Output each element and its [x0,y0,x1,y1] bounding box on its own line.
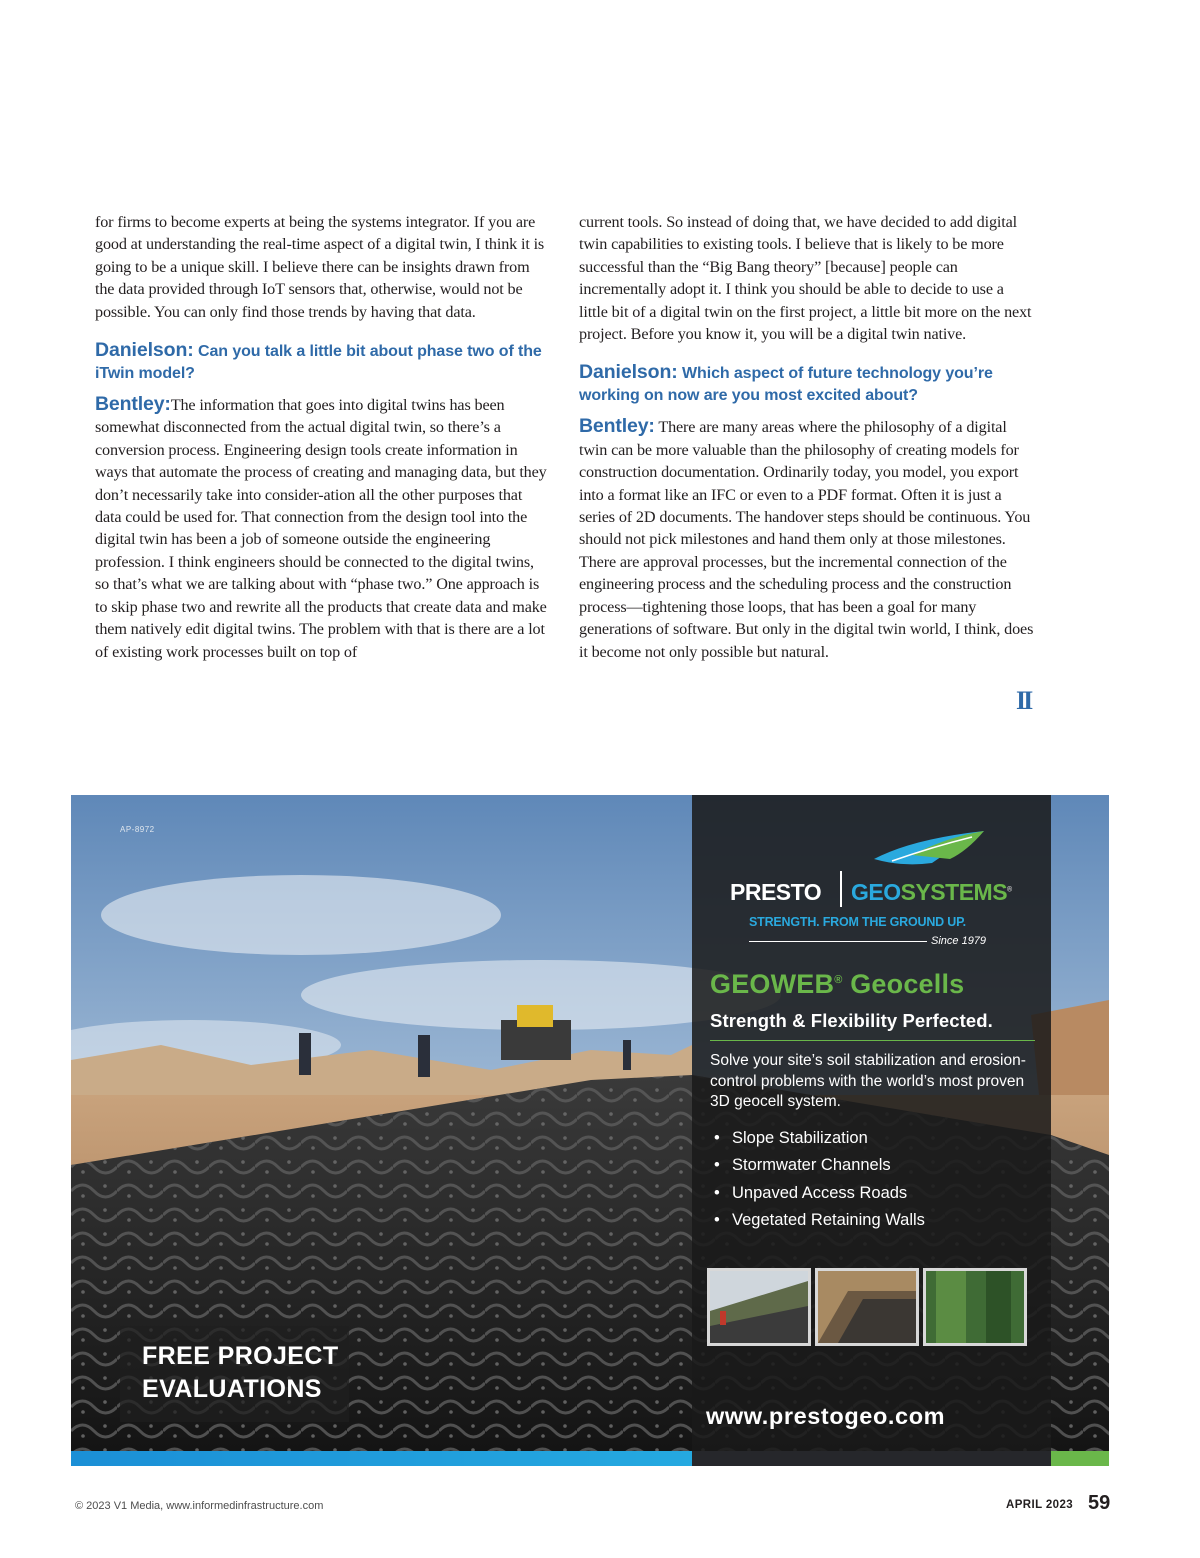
footer-copyright: © 2023 V1 Media, www.informedinfrastructure.com [75,1500,324,1512]
presto-geosystems-ad[interactable] [71,795,1109,1466]
feature-list [714,1125,925,1234]
article-paragraph: for firms to become experts at being the systems integrator. If you are good at understanding the real-time aspect of a digital twin, I think it is going to be a unique skill. I believe there can be insights drawn from the data provided through IoT sensors that, otherwise, would not be possible. You can only find those trends by having that data. [95,213,545,321]
ad-bottom-bar-green [1051,1451,1109,1466]
product-registered-mark: ® [834,974,843,986]
brand-divider [840,871,842,907]
website-link[interactable]: www.prestogeo.com [706,1403,946,1429]
brand-geosystems [851,879,1012,906]
feature-item [714,1180,925,1207]
free-evaluations-line-1: FREE PROJECT [142,1342,339,1370]
feature-item [714,1152,925,1179]
feature-label: Stormwater Channels [732,1156,891,1175]
channel-photo-icon [818,1271,916,1343]
subtitle-rule [710,1040,1035,1041]
feature-label: Unpaved Access Roads [732,1183,908,1202]
free-evaluations-line-2: EVALUATIONS [142,1375,322,1403]
answer-text: There are many areas where the philosophy of a digital twin can be more valuable than the philosophy of creating models for construction documentation. Ordinarily today, you model, you export into a format like an IFC or even to a PDF format. Often it is just a series of 2D documents. The handover steps should be continuous. You should not pick milestones and hand them only at those milestones. There are approval processes, but the incremental connection of the engineering process and the scheduling process and the construction process—tightening those loops, that has been a goal for many generations of software. But only in the digital twin world, I think, does it become not only possible but natural. [579,418,1034,661]
thumbnail-slope-photo [707,1268,811,1346]
brand-tagline: STRENGTH. FROM THE GROUND UP. [749,915,966,929]
since-year: Since 1979 [931,935,987,947]
article-end-mark: II [1016,686,1031,715]
thumbnail-green-wall-photo [923,1268,1027,1346]
thumbnail-channel-photo [815,1268,919,1346]
interview-answer [579,415,1035,662]
answer-speaker: Bentley: [95,393,171,416]
free-evaluations-box [120,1326,349,1422]
bullet-icon: • [714,1183,720,1202]
bullet-icon: • [714,1129,720,1147]
footer-issue-date: APRIL 2023 [1006,1499,1074,1511]
presto-leaf-logo-icon [872,829,987,869]
tagline-rule [749,941,927,942]
slope-photo-icon [710,1271,808,1343]
ad-info-panel [692,795,1051,1451]
product-suffix: Geocells [842,969,965,999]
product-subtitle: Strength & Flexibility Perfected. [710,1010,993,1031]
bullet-icon: • [714,1210,720,1229]
question-speaker: Danielson: [579,361,678,384]
brand-systems-text: SYSTEMS [900,879,1008,905]
product-title [710,969,964,1000]
feature-item [714,1207,925,1234]
ad-bottom-bar-blue [71,1451,692,1466]
green-wall-photo-icon [926,1271,1024,1343]
article-paragraph: current tools. So instead of doing that, we have decided to add digital twin capabilities to existing tools. I believe that is likely to be more successful than the “Big Bang theory” [because] people can incrementally adopt it. I think you should be able to decide to use a little bit of a digital twin on the first project, a little bit more on the next project. Before you know it, you will be a digital twin native. [579,213,1032,344]
page-number: 59 [1088,1492,1111,1514]
feature-item [714,1125,925,1152]
brand-registered-mark: ® [1007,886,1012,894]
interview-question [579,361,1035,407]
article-column-right [579,211,1035,663]
feature-label: Vegetated Retaining Walls [732,1210,925,1229]
feature-label: Slope Stabilization [732,1129,868,1147]
brand-presto: PRESTO [730,879,822,905]
brand-geo-text: GEO [851,879,901,905]
product-description: Solve your site’s soil stabilization and erosion-control problems with the world’s most proven 3D geocell system. [710,1052,1026,1110]
ad-bottom-bar-dark [692,1451,1051,1466]
interview-question [95,339,551,385]
ad-code: AP-8972 [120,825,155,834]
product-name: GEOWEB [710,969,835,999]
answer-text: The information that goes into digital twins has been somewhat disconnected from the actual digital twin, so there’s a conversion process. Engineering design tools create information in ways that automate the process of creating and managing data, but they don’t necessarily take into consider-ation all the other purposes that data could be used for. That connection from the design tool into the digital twin has been a job of someone outside the engineering profession. I think engineers should be connected to the digital twins, so that’s what we are talking about with “phase two.” One approach is to skip phase two and rewrite all the products that create data and make them natively edit digital twins. The problem with that is there are a lot of existing work processes built on top of [95,396,547,661]
question-text: Which aspect of future technology you’re working on now are you most excited about? [579,365,993,405]
bullet-icon: • [714,1156,720,1175]
answer-speaker: Bentley: [579,415,655,438]
question-text: Can you talk a little bit about phase two of the iTwin model? [95,343,542,383]
article-column-left [95,211,551,663]
interview-answer [95,393,551,663]
question-speaker: Danielson: [95,339,194,362]
